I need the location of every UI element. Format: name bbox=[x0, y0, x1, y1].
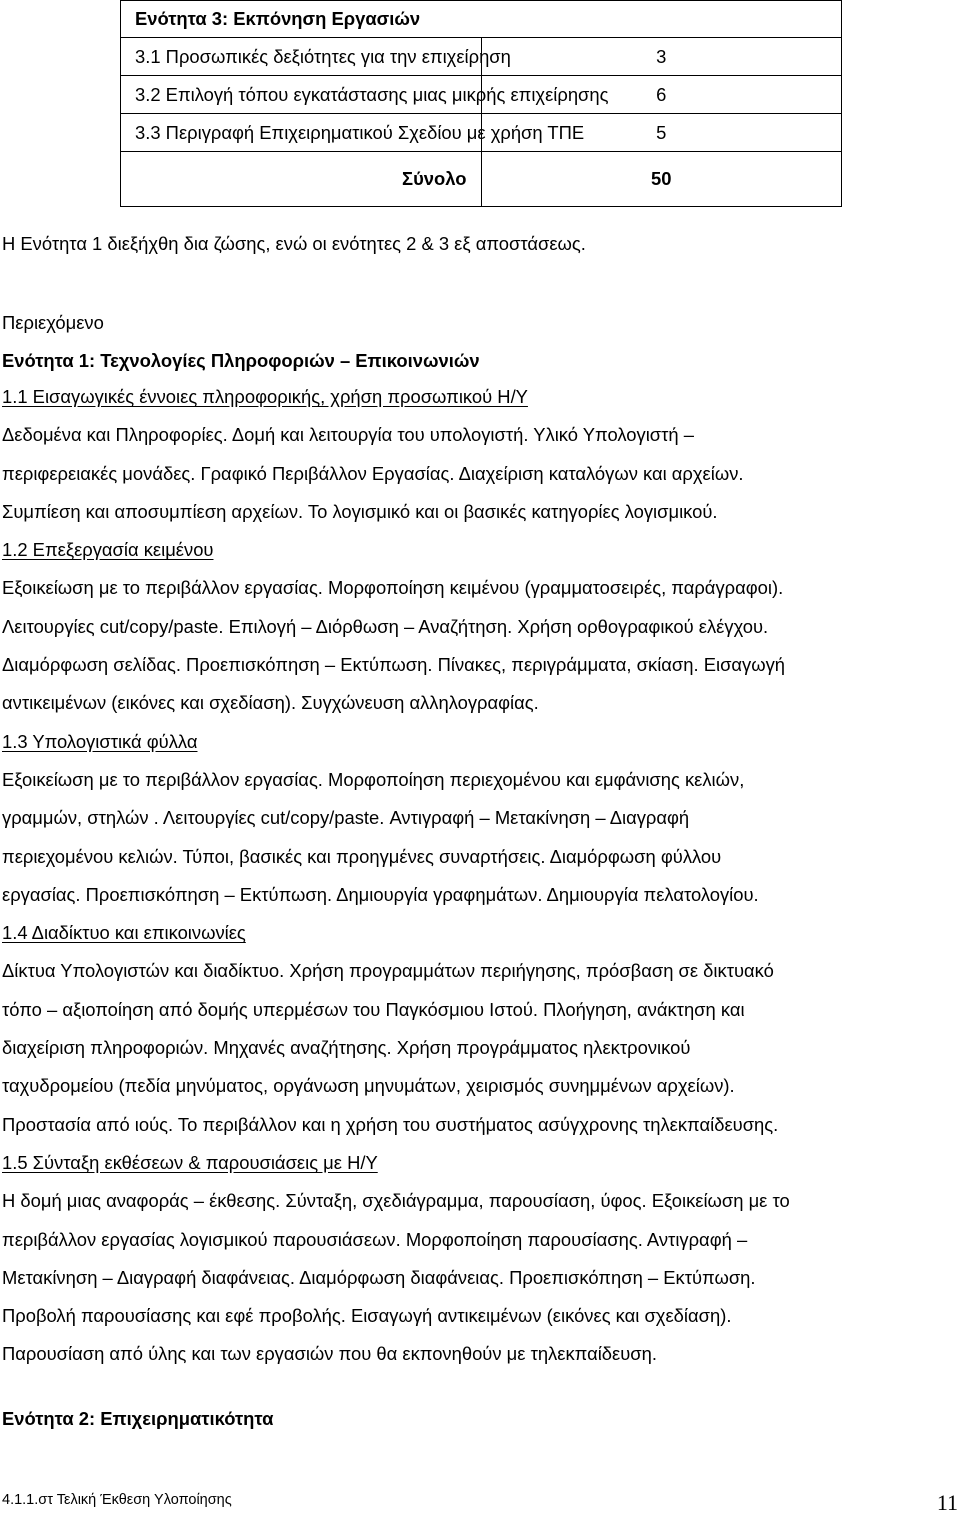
paragraph-line: περιβάλλον εργασίας λογισμικού παρουσιάσεων. Μορφοποίηση παρουσίασης. Αντιγραφή – bbox=[2, 1228, 748, 1250]
unit2-title: Ενότητα 2: Επιχειρηματικότητα bbox=[2, 1408, 274, 1429]
section-heading-text: 1.3 Υπολογιστικά φύλλα bbox=[2, 730, 198, 752]
paragraph-line: περιφερειακές μονάδες. Γραφικό Περιβάλλον Εργασίας. Διαχείριση καταλόγων και αρχείων. bbox=[2, 462, 744, 484]
paragraph-line: Προστασία από ιούς. Το περιβάλλον και η χρήση του συστήματος ασύγχρονης τηλεκπαίδευσης. bbox=[2, 1113, 779, 1135]
section-heading bbox=[2, 723, 952, 761]
paragraph-line: Η δομή μιας αναφοράς – έκθεσης. Σύνταξη, σχεδιάγραμμα, παρουσίαση, ύφος. Εξοικείωση με το bbox=[2, 1190, 790, 1212]
section-heading bbox=[2, 1144, 952, 1182]
paragraph-line: διαχείριση πληροφοριών. Μηχανές αναζήτησης. Χρήση προγράμματος ηλεκτρονικού bbox=[2, 1037, 691, 1059]
paragraph-line: Εξοικείωση με το περιβάλλον εργασίας. Μορφοποίηση κειμένου (γραμματοσειρές, παράγραφοι). bbox=[2, 577, 784, 599]
table-row-label: 3.3 Περιγραφή Επιχειρηματικού Σχεδίου με χρήση ΤΠΕ bbox=[121, 114, 482, 152]
section-heading bbox=[2, 378, 952, 416]
table-heading-row bbox=[121, 1, 842, 38]
table-row-value: 3 bbox=[481, 38, 842, 76]
section-heading bbox=[2, 531, 952, 569]
total-label: Σύνολο bbox=[121, 152, 482, 207]
table-row-label: 3.1 Προσωπικές δεξιότητες για την επιχείρηση bbox=[121, 38, 482, 76]
paragraph-line: Εξοικείωση με το περιβάλλον εργασίας. Μορφοποίηση περιεχομένου και εμφάνισης κελιών, bbox=[2, 768, 745, 790]
paragraph-line: εργασίας. Προεπισκόπηση – Εκτύπωση. Δημιουργία γραφημάτων. Δημιουργία πελατολογίου. bbox=[2, 883, 759, 905]
footer-report-title: 4.1.1.στ Τελική Έκθεση Υλοποίησης bbox=[2, 1492, 232, 1508]
section-heading-text: 1.5 Σύνταξη εκθέσεων & παρουσιάσεις με Η/Υ bbox=[2, 1151, 378, 1173]
table-row bbox=[121, 114, 842, 152]
table-total-row bbox=[121, 152, 842, 207]
table-row bbox=[121, 76, 842, 114]
section-heading-text: 1.2 Επεξεργασία κειμένου bbox=[2, 539, 214, 561]
delivery-note: Η Ενότητα 1 διεξήχθη δια ζώσης, ενώ οι ενότητες 2 & 3 εξ αποστάσεως. bbox=[2, 233, 586, 254]
paragraph-line: Δίκτυα Υπολογιστών και διαδίκτυο. Χρήση προγραμμάτων περιήγησης, πρόσβαση σε δικτυακό bbox=[2, 960, 774, 982]
paragraph-line: αντικειμένων (εικόνες και σχεδίαση). Συγχώνευση αλληλογραφίας. bbox=[2, 692, 539, 714]
table-row bbox=[121, 38, 842, 76]
section-heading-text: 1.4 Διαδίκτυο και επικοινωνίες bbox=[2, 922, 246, 944]
table-row-value: 6 bbox=[481, 76, 842, 114]
paragraph-line: Προβολή παρουσίασης και εφέ προβολής. Εισαγωγή αντικειμένων (εικόνες και σχεδίαση). bbox=[2, 1305, 732, 1327]
table-row-label: 3.2 Επιλογή τόπου εγκατάστασης μιας μικρής επιχείρησης bbox=[121, 76, 482, 114]
paragraph-line: περιεχομένου κελιών. Τύποι, βασικές και προηγμένες συναρτήσεις. Διαμόρφωση φύλλου bbox=[2, 845, 722, 867]
paragraph-line: τόπο – αξιοποίηση από δομής υπερμέσων του Παγκόσμιου Ιστού. Πλοήγηση, ανάκτηση και bbox=[2, 998, 745, 1020]
paragraph-line: Διαμόρφωση σελίδας. Προεπισκόπηση – Εκτύπωση. Πίνακες, περιγράμματα, σκίαση. Εισαγωγή bbox=[2, 654, 786, 676]
content-title: Περιεχόμενο bbox=[2, 312, 104, 333]
section-heading bbox=[2, 914, 952, 952]
paragraph-line: γραμμών, στηλών . Λειτουργίες cut/copy/paste. Αντιγραφή – Μετακίνηση – Διαγραφή bbox=[2, 807, 690, 829]
paragraph-line: Συμπίεση και αποσυμπίεση αρχείων. Το λογισμικό και οι βασικές κατηγορίες λογισμικού. bbox=[2, 500, 718, 522]
paragraph-line: Παρουσίαση από ύλης και των εργασιών που θα εκπονηθούν με τηλεκπαίδευση. bbox=[2, 1343, 657, 1365]
section-heading-text: 1.1 Εισαγωγικές έννοιες πληροφορικής, χρήση προσωπικού Η/Υ bbox=[2, 386, 528, 407]
unit1-title: Ενότητα 1: Τεχνολογίες Πληροφοριών – Επικοινωνιών bbox=[2, 350, 480, 371]
unit1-content bbox=[2, 378, 952, 1374]
paragraph-line: ταχυδρομείου (πεδία μηνύματος, οργάνωση μηνυμάτων, χειρισμός συνημμένων αρχείων). bbox=[2, 1075, 735, 1097]
paragraph-line: Μετακίνηση – Διαγραφή διαφάνειας. Διαμόρφωση διαφάνειας. Προεπισκόπηση – Εκτύπωση. bbox=[2, 1266, 756, 1288]
table-row-value: 5 bbox=[481, 114, 842, 152]
unit3-heading: Ενότητα 3: Εκπόνηση Εργασιών bbox=[121, 1, 842, 38]
paragraph-line: Δεδομένα και Πληροφορίες. Δομή και λειτουργία του υπολογιστή. Υλικό Υπολογιστή – bbox=[2, 424, 694, 446]
page-number: 11 bbox=[936, 1490, 958, 1515]
units-hours-table bbox=[120, 0, 842, 207]
total-value: 50 bbox=[481, 152, 842, 207]
paragraph-line: Λειτουργίες cut/copy/paste. Επιλογή – Διόρθωση – Αναζήτηση. Χρήση ορθογραφικού ελέγχου. bbox=[2, 615, 769, 637]
